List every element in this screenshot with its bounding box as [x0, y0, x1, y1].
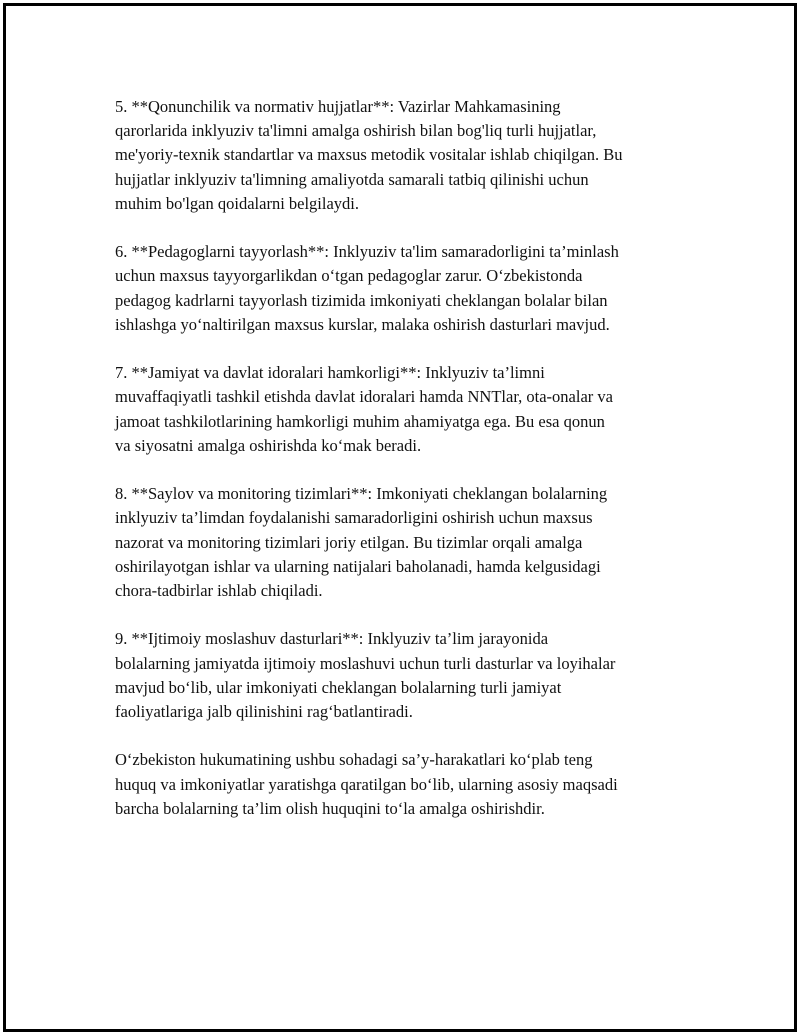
document-body [115, 95, 695, 845]
paragraph-legislation: 5. **Qonunchilik va normativ hujjatlar**: Vazirlar Mahkamasining qarorlarida inklyuziv ta'limni amalga oshirish bilan bog'liq turli hujjatlar, me'yoriy-texnik standartlar va maxsus metodik vositalar ishlab chiqilgan. Bu hujjatlar inklyuziv ta'limning amaliyotda samarali tatbiq qilinishi uchun muhim bo'lgan qoidalarni belgilaydi. [115, 97, 623, 213]
paragraph-social-adaptation: 9. **Ijtimoiy moslashuv dasturlari**: Inklyuziv ta’lim jarayonida bolalarning jamiyatda ijtimoiy moslashuvi uchun turli dasturlar va loyihalar mavjud bo‘lib, ular imkoniyati cheklangan bolalarning turli jamiyat faoliyatlariga jalb qilinishini rag‘batlantiradi. [115, 629, 616, 722]
paragraph-cooperation: 7. **Jamiyat va davlat idoralari hamkorligi**: Inklyuziv ta’limni muvaffaqiyatli tashkil etishda davlat idoralari hamda NNTlar, ota-onalar va jamoat tashkilotlarining hamkorligi muhim ahamiyatga ega. Bu esa qonun va siyosatni amalga oshirishda ko‘mak beradi. [115, 363, 613, 455]
paragraph-conclusion: O‘zbekiston hukumatining ushbu sohadagi sa’y-harakatlari ko‘plab teng huquq va imkoniyatlar yaratishga qaratilgan bo‘lib, ularning asosiy maqsadi barcha bolalarning ta’lim olish huquqini to‘la amalga oshirishdir. [115, 750, 618, 818]
paragraph-monitoring: 8. **Saylov va monitoring tizimlari**: Imkoniyati cheklangan bolalarning inklyuziv ta’limdan foydalanishi samaradorligini oshirish uchun maxsus nazorat va monitoring tizimlari joriy etilgan. Bu tizimlar orqali amalga oshirilayotgan ishlar va ularning natijalari baholanadi, hamda kelgusidagi chora-tadbirlar ishlab chiqiladi. [115, 484, 608, 601]
paragraph-teacher-training: 6. **Pedagoglarni tayyorlash**: Inklyuziv ta'lim samaradorligini ta’minlash uchun maxsus tayyorgarlikdan o‘tgan pedagoglar zarur. O‘zbekistonda pedagog kadrlarni tayyorlash tizimida imkoniyati cheklangan bolalar bilan ishlashga yo‘naltirilgan maxsus kurslar, malaka oshirish dasturlari mavjud. [115, 242, 619, 334]
